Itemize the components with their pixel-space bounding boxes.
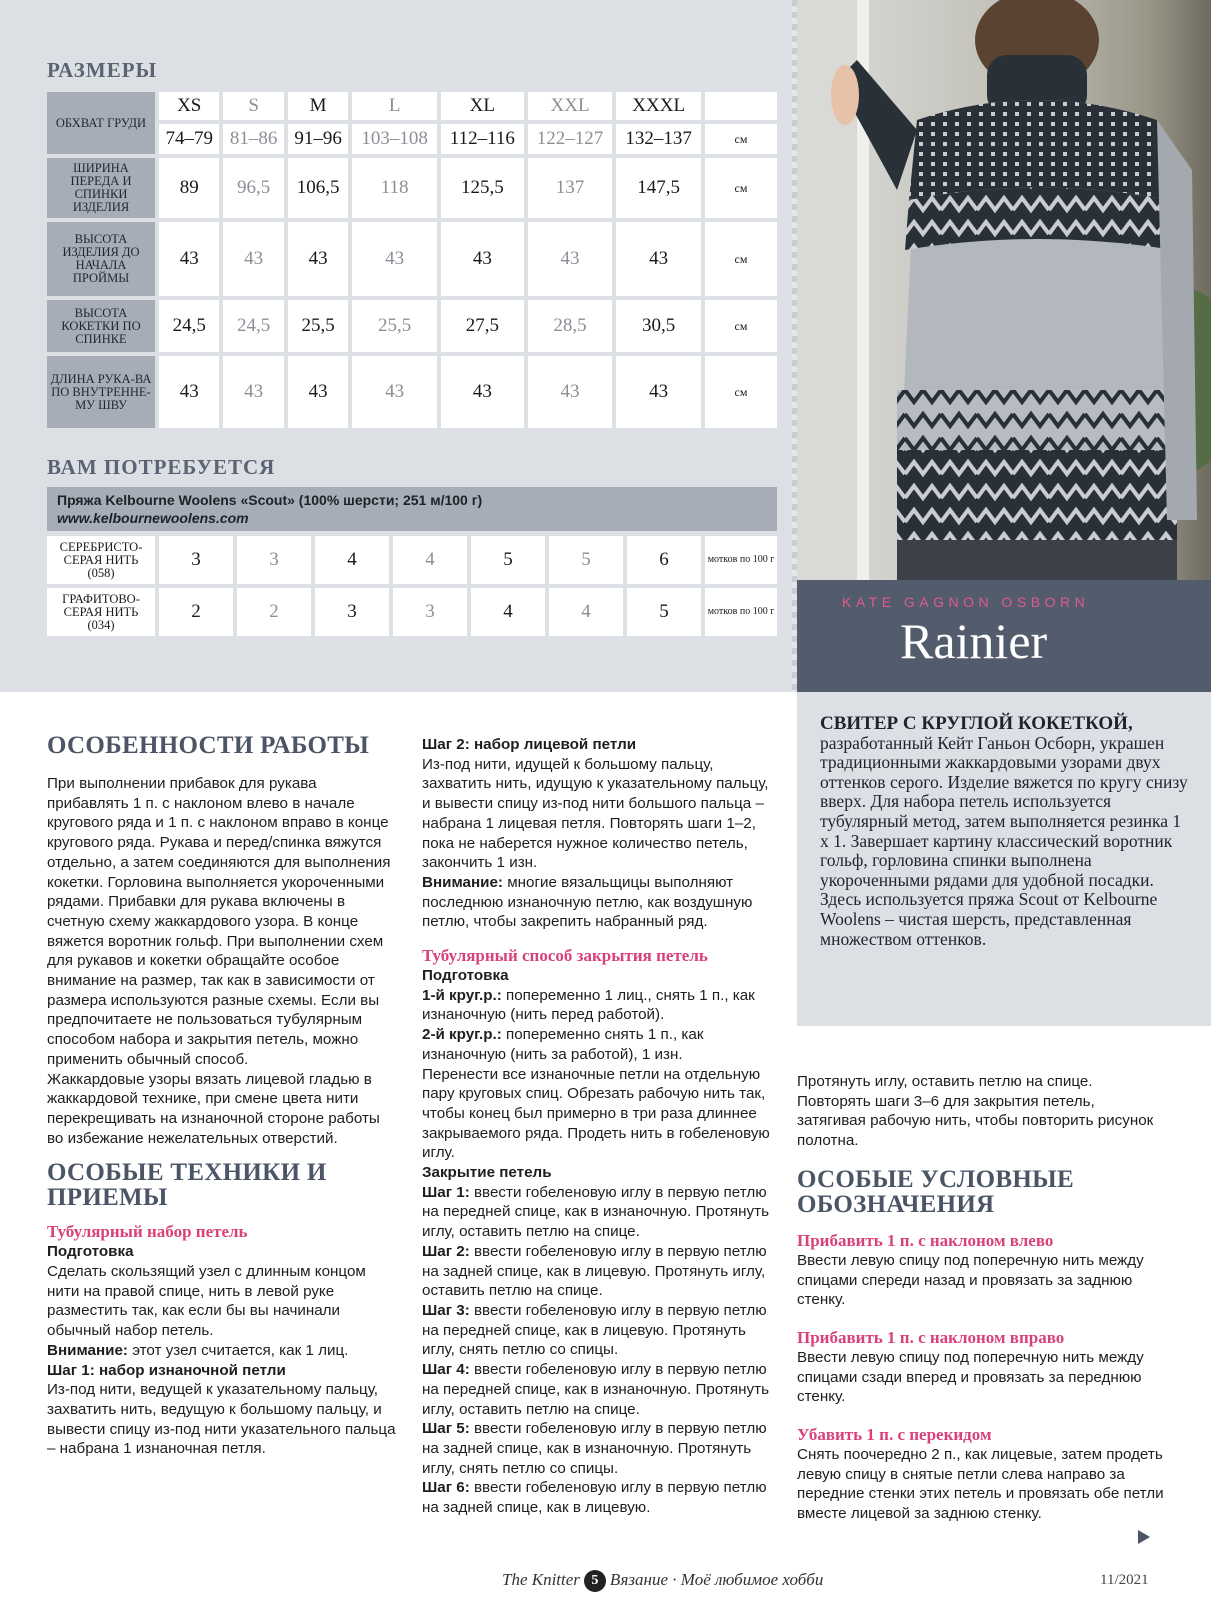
cell: 3 <box>393 588 467 636</box>
m1r-text: Ввести левую спицу под поперечную нить между спицами сзади вперед и провязать за переднюю стенку. <box>797 1348 1144 1406</box>
column-3 <box>797 1072 1167 1524</box>
cell: 3 <box>315 588 389 636</box>
need-heading: ВАМ ПОТРЕБУЕТСЯ <box>47 455 276 479</box>
yarn-row-label: СЕРЕБРИСТО-СЕРАЯ НИТЬ (058) <box>47 536 155 584</box>
continue-text: Протянуть иглу, оставить петлю на спице. Повторять шаги 3–6 для закрытия петель, затягивая рабочую нить, чтобы повторить рисунок полотна. <box>797 1073 1154 1150</box>
cell: 43 <box>288 356 348 428</box>
m1r-heading: Прибавить 1 п. с наклоном вправо <box>797 1327 1065 1347</box>
continue-arrow-icon <box>1138 1530 1150 1544</box>
chest-value: 122–127 <box>528 124 613 154</box>
cell: 106,5 <box>288 158 348 218</box>
size-l: L <box>352 92 437 120</box>
cell: 89 <box>159 158 219 218</box>
round1-text: попеременно 1 лиц., снять 1 п., как изнаночную (нить перед работой). <box>422 986 755 1024</box>
size-xs: XS <box>159 92 219 120</box>
step-text: ввести гобеленовую иглу в первую петлю на передней спице, как в лицевую. Протянуть иглу, снять петлю со спицы. <box>422 1301 767 1359</box>
yarn-info-bar <box>47 487 777 531</box>
chest-value: 81–86 <box>223 124 283 154</box>
m1l-text: Ввести левую спицу под поперечную нить между спицами спереди назад и провязать за заднюю стенку. <box>797 1251 1144 1309</box>
cell: 2 <box>237 588 311 636</box>
ssk-text: Снять поочередно 2 п., как лицевые, затем продеть левую спицу в снятые петли слева направо за передние стенки этих петель и провязать обе петли вместе лицевой за заднюю стенку. <box>797 1446 1164 1523</box>
cell: 24,5 <box>223 300 283 352</box>
step-label: Шаг 3: <box>422 1301 470 1319</box>
cell: 43 <box>223 356 283 428</box>
attention-text: многие вязальщицы выполняют последнюю изнаночную петлю, как воздушную петлю, чтобы закрепить набранный ряд. <box>422 873 753 931</box>
techniques-heading: ОСОБЫЕ ТЕХНИКИ И ПРИЕМЫ <box>47 1159 327 1212</box>
step2-text: Из-под нити, идущей к большому пальцу, захватить нить, идущую к указательному пальцу, и вывести спицу из-под нити большого пальца – набрана 1 лицевая петля. Повторять шаги 1–2, пока не наберется нужное количество петель, закончить 1 изн. <box>422 755 769 872</box>
sizes-heading: РАЗМЕРЫ <box>47 58 158 82</box>
cell: 5 <box>471 536 545 584</box>
column-1 <box>47 733 397 1459</box>
unit-label: см <box>705 124 777 154</box>
chest-value: 103–108 <box>352 124 437 154</box>
cell: 3 <box>159 536 233 584</box>
attention-label: Внимание: <box>47 1341 128 1359</box>
author-name: KATE GAGNON OSBORN <box>842 594 1090 610</box>
cell: 30,5 <box>616 300 701 352</box>
yarn-line: Пряжа Kelbourne Woolens «Scout» (100% шерсти; 251 м/100 г) <box>57 492 483 508</box>
intro-box <box>797 692 1211 1026</box>
cell: 4 <box>315 536 389 584</box>
cell: 5 <box>549 536 623 584</box>
cell: 27,5 <box>441 300 524 352</box>
m1l-heading: Прибавить 1 п. с наклоном влево <box>797 1230 1054 1250</box>
preparation-label: Подготовка <box>47 1243 134 1261</box>
footer-left: The Knitter <box>502 1570 580 1589</box>
tubular-caston-heading: Тубулярный набор петель <box>47 1222 248 1242</box>
step-label: Шаг 2: <box>422 1242 470 1260</box>
step-label: Шаг 4: <box>422 1361 470 1379</box>
size-s: S <box>223 92 283 120</box>
round2-text: попеременно снять 1 п., как изнаночную (нить за работой), 1 изн. <box>422 1026 704 1063</box>
size-xl: XL <box>441 92 524 120</box>
cell: 28,5 <box>528 300 613 352</box>
cell: 3 <box>237 536 311 584</box>
cell: 125,5 <box>441 158 524 218</box>
cell: 43 <box>616 222 701 296</box>
attention-text: этот узел считается, как 1 лиц. <box>127 1341 349 1359</box>
jacquard-text: Жаккардовые узоры вязать лицевой гладью в жаккардовой технике, при смене цвета нити перекрещивать на изнаночной стороне работы во избежание нежелательных отверстий. <box>47 1070 380 1147</box>
chest-value: 74–79 <box>159 124 219 154</box>
cell: 147,5 <box>616 158 701 218</box>
row-label: ДЛИНА РУКА-ВА ПО ВНУТРЕННЕ-МУ ШВУ <box>47 356 155 428</box>
cell: 43 <box>616 356 701 428</box>
abbreviations-heading: ОСОБЫЕ УСЛОВНЫЕ ОБОЗНАЧЕНИЯ <box>797 1165 1074 1218</box>
issue-number: 11/2021 <box>1100 1572 1149 1588</box>
yarn-url: www.kelbournewoolens.com <box>57 510 249 526</box>
intro-lead: СВИТЕР С КРУГЛОЙ КОКЕТКОЙ, <box>820 713 1133 734</box>
cell: 43 <box>528 222 613 296</box>
sweater-illustration <box>797 0 1211 580</box>
step1-heading: Шаг 1: набор изнаночной петли <box>47 1361 286 1379</box>
attention-label: Внимание: <box>422 873 503 891</box>
step-text: ввести гобеленовую иглу в первую петлю на передней спице, как в изнаночную. Протянуть иглу, оставить петлю на спице. <box>422 1361 769 1418</box>
sweater-photo <box>797 0 1211 580</box>
step-label: Шаг 6: <box>422 1479 470 1497</box>
chest-value: 132–137 <box>616 124 701 154</box>
footer-badge: 5 <box>584 1570 606 1592</box>
preparation-label: Подготовка <box>422 967 509 985</box>
cell: 5 <box>627 588 701 636</box>
step1-text: Из-под нити, ведущей к указательному пальцу, захватить нить, ведущую к большому пальцу, и вывести спицу из-под нити указательного пальца – набрана 1 изнаночная петля. <box>47 1381 396 1458</box>
step-label: Шаг 5: <box>422 1420 470 1438</box>
column-2 <box>422 735 779 1518</box>
features-text: При выполнении прибавок для рукава прибавлять 1 п. с наклоном влево в начале кругового ряда и 1 п. с наклоном вправо в конце кругового ряда. Рукава и перед/спинка вяжутся отдельно, а затем соединяются для выполнения кокетки. Горловина выполняется укороченными рядами. Прибавки для рукава включены в счетную схему жаккардового узора. В конце вяжется воротник гольф. При выполнении схем для рукавов и кокетки обращайте особое внимание на размер, так как в зависимости от размера используются разные схемы. Если вы предпочитаете не пользоваться тубулярным способом набора и закрытия петель, можно применить обычный способ. <box>47 775 391 1068</box>
step-text: ввести гобеленовую иглу в первую петлю на задней спице, как в лицевую. <box>422 1479 767 1517</box>
cell: 4 <box>393 536 467 584</box>
cell: 43 <box>528 356 613 428</box>
cell: 43 <box>441 222 524 296</box>
cell: 43 <box>352 356 437 428</box>
cell: 43 <box>288 222 348 296</box>
footer-magazine <box>502 1570 823 1592</box>
cell: 137 <box>528 158 613 218</box>
ssk-heading: Убавить 1 п. с перекидом <box>797 1425 992 1445</box>
tubular-bindoff-heading: Тубулярный способ закрытия петель <box>422 946 708 966</box>
cell: 4 <box>471 588 545 636</box>
round1-label: 1-й круг.р.: <box>422 986 502 1004</box>
round2-label: 2-й круг.р.: <box>422 1026 502 1044</box>
cell: 25,5 <box>352 300 437 352</box>
row-label: ШИРИНА ПЕРЕДА И СПИНКИ ИЗДЕЛИЯ <box>47 158 155 218</box>
row-label: ВЫСОТА ИЗДЕЛИЯ ДО НАЧАЛА ПРОЙМЫ <box>47 222 155 296</box>
cell: 2 <box>159 588 233 636</box>
step-label: Шаг 1: <box>422 1183 470 1201</box>
cell: 43 <box>159 356 219 428</box>
chest-label: ОБХВАТ ГРУДИ <box>47 92 155 154</box>
footer-right: Вязание · Моё любимое хобби <box>609 1570 824 1589</box>
chest-value: 91–96 <box>288 124 348 154</box>
cell: 43 <box>352 222 437 296</box>
pattern-title: Rainier <box>900 613 1048 669</box>
transfer-text: Перенести все изнаночные петли на отдельную пару круговых спиц. Обрезать рабочую нить так, чтобы конец был примерно в три раза длиннее закрываемого ряда. Продеть нить в гобеленовую иглу. <box>422 1065 770 1162</box>
step2-heading: Шаг 2: набор лицевой петли <box>422 736 637 753</box>
step-text: ввести гобеленовую иглу в первую петлю на передней спице, как в изнаночную. Протянуть иглу, оставить петлю на спице. <box>422 1183 769 1241</box>
yarn-table <box>43 532 781 640</box>
size-xxl: XXL <box>528 92 613 120</box>
cell: 6 <box>627 536 701 584</box>
intro-text: разработанный Кейт Ганьон Осборн, украшен традиционными жаккардовыми узорами двух оттенков серого. Изделие вяжется по кругу снизу вверх. Для набора петель используется тубулярный метод, затем выполняется резинка 1 х 1. Завершает картину классический воротник гольф, горловина спинки выполнена укороченными рядами для удобной посадки. Здесь используется пряжа Scout от Kelbourne Woolens – чистая шерсть, представленная множеством оттенков. <box>820 732 1188 949</box>
step-text: ввести гобеленовую иглу в первую петлю на задней спице, как в изнаночную. Протянуть иглу, снять петлю со спицы. <box>422 1420 767 1477</box>
size-xxxl: XXXL <box>616 92 701 120</box>
unit-label: см <box>705 300 777 352</box>
unit-label: см <box>705 158 777 218</box>
row-label: ВЫСОТА КОКЕТКИ ПО СПИНКЕ <box>47 300 155 352</box>
yarn-unit: мотков по 100 г <box>705 588 777 636</box>
cell: 25,5 <box>288 300 348 352</box>
cell: 24,5 <box>159 300 219 352</box>
cell: 96,5 <box>223 158 283 218</box>
cell: 4 <box>549 588 623 636</box>
unit-label: см <box>705 222 777 296</box>
unit-label: см <box>705 356 777 428</box>
step-text: ввести гобеленовую иглу в первую петлю на задней спице, как в лицевую. Протянуть иглу, оставить петлю на спице. <box>422 1242 767 1300</box>
cell: 118 <box>352 158 437 218</box>
slipknot-text: Сделать скользящий узел с длинным концом нити на правой спице, нить в левой руке разместить так, как если бы вы начинали обычный набор петель. <box>47 1263 366 1340</box>
yarn-row-label: ГРАФИТОВО-СЕРАЯ НИТЬ (034) <box>47 588 155 636</box>
size-m: M <box>288 92 348 120</box>
cell: 43 <box>441 356 524 428</box>
cell: 43 <box>159 222 219 296</box>
features-heading: ОСОБЕННОСТИ РАБОТЫ <box>47 732 370 759</box>
cell: 43 <box>223 222 283 296</box>
chest-value: 112–116 <box>441 124 524 154</box>
sizes-table <box>43 88 781 432</box>
bindoff-heading: Закрытие петель <box>422 1164 552 1182</box>
yarn-unit: мотков по 100 г <box>705 536 777 584</box>
size-unit-blank <box>705 92 777 120</box>
